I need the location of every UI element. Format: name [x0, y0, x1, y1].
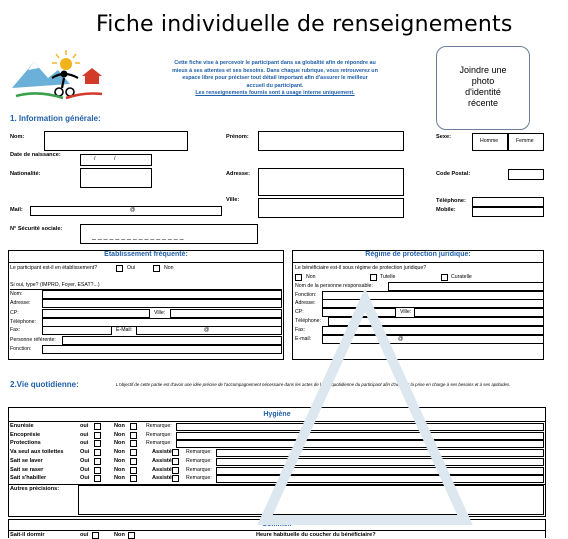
nom-label: Nom:: [10, 134, 25, 140]
regime-ville-field[interactable]: [414, 308, 544, 317]
at-sign: @: [398, 336, 404, 342]
hygiene-oui-label: Oui: [80, 449, 90, 456]
regime-curatelle-checkbox[interactable]: [441, 274, 448, 281]
hygiene-assiste-label: Assisté: [152, 475, 172, 482]
date-separator: /: [114, 156, 116, 162]
etab-nom-field[interactable]: [42, 290, 282, 299]
photo-box[interactable]: [436, 46, 530, 130]
sommeil-non-label: Non: [114, 532, 125, 538]
regime-non-checkbox[interactable]: [295, 274, 302, 281]
hygiene-non-checkbox[interactable]: [130, 475, 137, 482]
hygiene-row-label: Enurésie: [10, 423, 34, 429]
hygiene-non-label: Non: [114, 457, 125, 464]
hygiene-remarque-field[interactable]: [216, 475, 544, 483]
etab-adresse-field[interactable]: [42, 299, 282, 308]
hygiene-oui-checkbox[interactable]: [94, 467, 101, 474]
intro-text: [150, 60, 400, 98]
sexe-label: Sexe:: [436, 134, 451, 140]
etab-fax-label: Fax:: [10, 327, 21, 333]
hygiene-assiste-checkbox[interactable]: [172, 467, 179, 474]
regime-curatelle-label: Curatelle: [451, 274, 472, 280]
etab-cp-field[interactable]: [42, 309, 150, 318]
femme-label: Femme: [516, 138, 534, 144]
hygiene-non-checkbox[interactable]: [130, 432, 137, 439]
hygiene-remarque-field[interactable]: [216, 458, 544, 466]
hygiene-non-checkbox[interactable]: [130, 458, 137, 465]
regime-fax-field[interactable]: [322, 326, 544, 335]
etab-adresse-label: Adresse:: [10, 300, 31, 306]
date-separator: /: [94, 156, 96, 162]
regime-adresse-label: Adresse:: [295, 300, 316, 306]
mail-label: Mail:: [10, 207, 23, 213]
sommeil-oui-label: oui: [80, 532, 89, 538]
prenom-label: Prénom:: [226, 134, 249, 140]
hygiene-oui-checkbox[interactable]: [94, 449, 101, 456]
code-postal-label: Code Postal:: [436, 171, 471, 177]
etab-oui-checkbox[interactable]: [116, 265, 123, 272]
autres-precisions-field[interactable]: [78, 485, 544, 515]
ville-label: Ville:: [226, 197, 240, 203]
hygiene-remarque-label: Remarque:: [146, 431, 172, 438]
etab-nom-label: Nom:: [10, 291, 23, 297]
secu-mask: _ _ _ _ _ _ _ _ _ _ _ _ _ _ _ _: [92, 233, 184, 240]
regime-tutelle-label: Tutelle: [380, 274, 396, 280]
secu-label: N° Sécurité sociale:: [10, 226, 63, 232]
hygiene-non-label: Non: [114, 466, 125, 473]
etab-non-checkbox[interactable]: [153, 265, 160, 272]
hygiene-remarque-label: Remarque:: [146, 440, 172, 447]
at-sign: @: [130, 207, 136, 213]
hygiene-non-label: Non: [114, 475, 125, 482]
hygiene-row-label: Va seul aux toilettes: [10, 449, 64, 456]
hygiene-oui-checkbox[interactable]: [94, 475, 101, 482]
section1-title: 1. Information générale:: [10, 114, 101, 123]
intro-notice: Les renseignements fournis sont à usage interne uniquement.: [195, 90, 355, 97]
hygiene-assiste-label: Assisté: [152, 466, 172, 473]
hygiene-assiste-label: Assisté: [152, 457, 172, 464]
sommeil-row-label: Sait-il dormir: [10, 532, 45, 538]
photo-label: récente: [467, 98, 499, 108]
hygiene-assiste-checkbox[interactable]: [172, 449, 179, 456]
hygiene-non-checkbox[interactable]: [130, 449, 137, 456]
hygiene-oui-label: Oui: [80, 475, 90, 482]
hygiene-remarque-label: Remarque:: [186, 457, 212, 464]
hygiene-non-label: Non: [114, 449, 125, 456]
hygiene-non-label: Non: [114, 440, 125, 447]
date-naissance-field[interactable]: [80, 154, 152, 166]
photo-label: d'identité: [465, 87, 501, 97]
sommeil-title: Sommeil: [262, 521, 292, 528]
hygiene-remarque-label: Remarque:: [186, 449, 212, 456]
hygiene-oui-checkbox[interactable]: [94, 440, 101, 447]
regime-title: Régime de protection juridique:: [365, 251, 471, 258]
hygiene-non-checkbox[interactable]: [130, 467, 137, 474]
homme-label: Homme: [480, 138, 499, 144]
date-naissance-label: Date de naissance:: [10, 152, 61, 158]
adresse-field[interactable]: [258, 168, 404, 196]
etab-personne-label: Personne référente:: [10, 337, 56, 343]
etab-telephone-label: Téléphone:: [10, 319, 36, 325]
mobile-field[interactable]: [472, 207, 544, 217]
prenom-field[interactable]: [258, 131, 404, 151]
hygiene-oui-checkbox[interactable]: [94, 432, 101, 439]
intro-line: espace libre pour préciser tout détail important afin d'assurer le meilleur: [182, 75, 368, 82]
hygiene-oui-label: Oui: [80, 466, 90, 473]
hygiene-oui-label: oui: [80, 423, 89, 429]
hygiene-oui-label: oui: [80, 440, 89, 447]
hygiene-non-label: Non: [114, 423, 125, 429]
hygiene-non-checkbox[interactable]: [130, 440, 137, 447]
etab-personne-field[interactable]: [62, 336, 282, 345]
hygiene-assiste-checkbox[interactable]: [172, 458, 179, 465]
at-sign: @: [204, 327, 210, 333]
hygiene-remarque-label: Remarque:: [186, 475, 212, 482]
intro-line: Cette fiche vise à percevoir le participant dans sa globalité afin de répondre au: [174, 60, 376, 66]
hygiene-row-label: Sait s'habiller: [10, 475, 47, 482]
etab-type-label: Si oui, type? (IMPRO, Foyer, ESAT?...): [10, 282, 100, 288]
intro-line: mieux à ses attentes et ses besoins. Dans chaque rubrique, vous retrouverez un: [172, 67, 378, 74]
hygiene-oui-checkbox[interactable]: [94, 458, 101, 465]
autres-precisions-label: Autres précisions:: [10, 486, 60, 492]
hygiene-assiste-checkbox[interactable]: [172, 475, 179, 482]
regime-adresse-field[interactable]: [322, 299, 544, 308]
regime-tutelle-checkbox[interactable]: [370, 274, 377, 281]
regime-fax-label: Fax:: [295, 327, 306, 333]
hygiene-non-checkbox[interactable]: [130, 423, 137, 430]
regime-non-label: Non: [306, 274, 316, 280]
regime-personne-label: Nom de la personne responsable:: [295, 283, 373, 289]
hygiene-assiste-label: Assisté: [152, 449, 172, 456]
regime-ville-label: Ville:: [400, 309, 412, 315]
hygiene-remarque-field[interactable]: [216, 467, 544, 475]
etab-fonction-field[interactable]: [42, 345, 282, 354]
telephone-label: Téléphone:: [436, 198, 466, 204]
etab-cp-label: CP:: [10, 310, 19, 316]
intro-line: accueil du participant.: [246, 82, 304, 89]
photo-label: photo: [471, 76, 495, 86]
regime-question: Le bénéficiaire est-il sous régime de protection juridique?: [295, 265, 427, 271]
logo: [8, 48, 108, 103]
ville-field[interactable]: [258, 198, 404, 218]
section2-description: [116, 381, 546, 388]
etab-email-label: E-Mail:: [116, 327, 133, 333]
etablissement-title: Etablissement fréquenté:: [104, 251, 188, 258]
etab-fax-field[interactable]: [42, 326, 112, 335]
page-title: Fiche individuelle de renseignements: [96, 12, 513, 37]
section2-description-line: L'objectif de cette partie est d'avoir une idée précise de l'accompagnement nécessaire dans les actes de la vie quotidienne du participant afin d'adapter la prise en charge à ses besoins et à ses: [116, 382, 491, 387]
hygiene-title: Hygiène: [263, 411, 291, 418]
nom-field[interactable]: [44, 131, 188, 151]
hygiene-oui-label: oui: [80, 431, 89, 438]
etab-ville-label: Ville:: [154, 310, 166, 316]
hygiene-row-label: Sait se laver: [10, 457, 43, 464]
regime-email-field[interactable]: [322, 335, 544, 344]
sommeil-heure-label: Heure habituelle du coucher du bénéficiaire?: [256, 532, 376, 538]
etab-fonction-label: Fonction:: [10, 346, 32, 352]
sun-icon: [52, 50, 80, 70]
hygiene-remarque-field[interactable]: [176, 432, 544, 440]
etab-ville-field[interactable]: [170, 309, 282, 318]
telephone-field[interactable]: [472, 197, 544, 207]
section2-title: 2.Vie quotidienne:: [10, 380, 79, 389]
regime-email-label: E-mail:: [295, 336, 312, 342]
mail-field[interactable]: [30, 206, 222, 216]
regime-personne-field[interactable]: [388, 282, 544, 291]
hygiene-oui-label: Oui: [80, 457, 90, 464]
code-postal-field[interactable]: [508, 169, 544, 180]
hygiene-remarque-label: Remarque:: [146, 423, 172, 429]
hygiene-remarque-field[interactable]: [176, 440, 544, 448]
hygiene-remarque-field[interactable]: [216, 449, 544, 457]
hygiene-non-label: Non: [114, 431, 125, 438]
etab-non-label: Non: [164, 265, 174, 271]
hygiene-oui-checkbox[interactable]: [94, 423, 101, 430]
section2-description-line: aptitudes.: [491, 382, 511, 387]
regime-cp-field[interactable]: [322, 308, 396, 317]
mobile-label: Mobile:: [436, 207, 456, 213]
hygiene-row-label: Sait se raser: [10, 466, 44, 473]
etab-question: Le participant est-il en établissement?: [10, 265, 98, 271]
adresse-label: Adresse:: [226, 171, 250, 177]
photo-label: Joindre une: [459, 65, 507, 75]
hygiene-remarque-field[interactable]: [176, 423, 544, 431]
hygiene-remarque-label: Remarque:: [186, 466, 212, 473]
regime-telephone-field[interactable]: [328, 317, 544, 326]
hygiene-row-label: Protections: [10, 440, 41, 447]
regime-cp-label: CP:: [295, 309, 304, 315]
hygiene-row-label: Encoprésie: [10, 431, 41, 438]
nationalite-field[interactable]: [80, 168, 152, 188]
etab-oui-label: Oui: [127, 265, 136, 271]
regime-telephone-label: Téléphone:: [295, 318, 321, 324]
nationalite-label: Nationalité:: [10, 171, 41, 177]
house-icon: [82, 68, 102, 76]
regime-fonction-label: Fonction:: [295, 292, 317, 298]
